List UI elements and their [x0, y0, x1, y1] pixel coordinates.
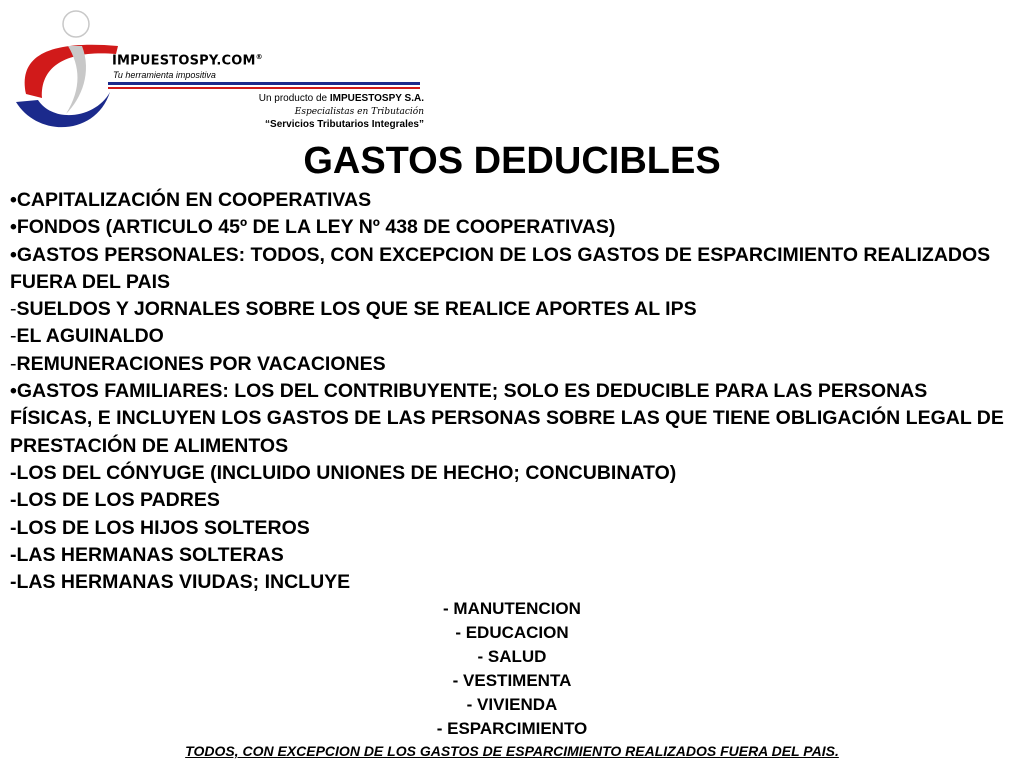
sub-list-item: - SALUD	[477, 647, 547, 666]
list-item: •CAPITALIZACIÓN EN COOPERATIVAS	[10, 189, 372, 211]
registered-mark: ®	[255, 53, 263, 61]
list-item: -REMUNERACIONES POR VACACIONES	[10, 352, 386, 375]
logo-head-icon	[63, 11, 89, 37]
sub-list-item: - VESTIMENTA	[452, 671, 572, 690]
list-item: •GASTOS PERSONALES: TODOS, CON EXCEPCION DE LOS GASTOS DE ESPARCIMIENTO REALIZADOS FUERA DEL PAIS	[10, 243, 991, 293]
list-item: •FONDOS (ARTICULO 45º DE LA LEY Nº 438 DE COOPERATIVAS)	[10, 216, 616, 239]
sub-list-item: - EDUCACION	[455, 623, 569, 642]
sub-list-item: - ESPARCIMIENTO	[436, 719, 588, 738]
list-item: -LOS DE LOS HIJOS SOLTEROS	[10, 516, 310, 539]
sub-list-item: - MANUTENCION	[443, 599, 581, 618]
list-item: •GASTOS FAMILIARES: LOS DEL CONTRIBUYENTE; SOLO ES DEDUCIBLE PARA LAS PERSONAS FÍSICAS, E INCLUYEN LOS GASTOS DE LAS PERSONAS SOBRE LAS QUE TIENE OBLIGACIÓN LEGAL DE PRESTACIÓN DE ALIMENTOS	[10, 380, 1004, 457]
logo-mark-icon	[8, 6, 118, 138]
list-item: -LOS DE LOS PADRES	[10, 489, 220, 512]
brand-stripe-red	[108, 87, 420, 89]
page-title: GASTOS DEDUCIBLES	[303, 140, 721, 182]
brand-stripe-blue	[108, 82, 420, 85]
company-logo	[8, 6, 428, 138]
logo-blue-swoosh-icon	[16, 92, 110, 127]
brand-tagline: Tu herramienta impositiva	[113, 70, 216, 80]
list-item: -SUELDOS Y JORNALES SOBRE LOS QUE SE REALICE APORTES AL IPS	[10, 298, 697, 321]
deductible-list	[10, 187, 1015, 596]
footer-note: TODOS, CON EXCEPCION DE LOS GASTOS DE ESPARCIMIENTO REALIZADOS FUERA DEL PAIS.	[185, 743, 839, 759]
list-item: -LOS DEL CÓNYUGE (INCLUIDO UNIONES DE HECHO; CONCUBINATO)	[10, 461, 677, 484]
sub-list-item: - VIVIENDA	[466, 695, 558, 714]
logo-red-swoosh-icon	[25, 45, 118, 98]
specialists-line: Especialistas en Tributación	[294, 107, 424, 117]
brand-name: IMPUESTOSPY.COM®	[112, 53, 263, 69]
list-item: -LAS HERMANAS VIUDAS; INCLUYE	[10, 571, 351, 594]
list-item: -LAS HERMANAS SOLTERAS	[10, 543, 284, 566]
producer-name: IMPUESTOSPY S.A.	[329, 93, 424, 104]
included-expenses-list	[0, 597, 1024, 741]
producer-line: Un producto de IMPUESTOSPY S.A.	[258, 93, 424, 104]
list-item: -EL AGUINALDO	[10, 325, 164, 348]
services-line: “Servicios Tributarios Integrales”	[265, 119, 424, 130]
